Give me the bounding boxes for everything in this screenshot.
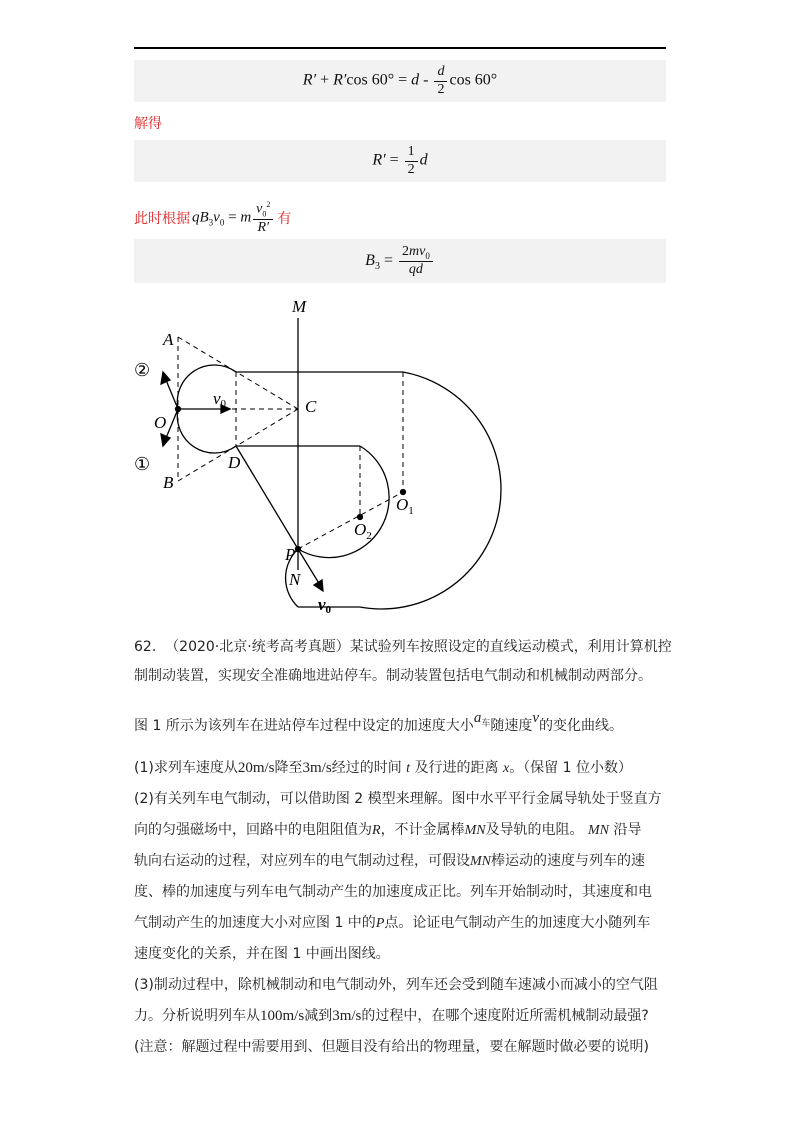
problem-source: （2020·北京·统考高考真题）: [165, 639, 350, 655]
question-2-line-3: 轨向右运动的过程，对应列车的电气制动过程，可假设MN棒运动的速度与列车的速: [134, 853, 645, 869]
question-2-line-4: 度、棒的加速度与列车电气制动产生的加速度成正比。列车开始制动时，其速度和电: [134, 884, 652, 900]
question-1: (1)求列车速度从20m/s降至3m/s经过的时间 t 及行进的距离 x。（保留 1 位小数）: [134, 760, 632, 776]
question-2-line-2: 向的匀强磁场中，回路中的电阻阻值为R，不计金属棒MN及导轨的电阻。 MN 沿导: [134, 822, 642, 838]
problem-intro-1: 某试验列车按照设定的直线运动模式，利用计算机控: [349, 639, 672, 655]
dash-po1: [298, 492, 403, 549]
small-arc: [298, 446, 389, 558]
label-n: N: [289, 570, 301, 589]
point-p: [296, 547, 301, 552]
label-d: D: [228, 453, 241, 472]
label-c: C: [305, 397, 317, 416]
question-2-line-1: (2)有关列车电气制动，可以借助图 2 模型来理解。图中水平平行金属导轨处于竖直方: [134, 791, 662, 807]
solve-label: 解得: [134, 116, 162, 132]
point-o: [176, 407, 181, 412]
large-arc: [360, 372, 501, 609]
fig-line-c: 的变化曲线。: [539, 718, 623, 734]
fig-line-a: 图 1 所示为该列车在进站停车过程中设定的加速度大小: [134, 718, 474, 734]
condition-suffix: 有: [277, 210, 292, 227]
symbol-v: v: [532, 710, 539, 726]
condition-formula: $qB_3v_0 = m$ $\frac{v_0^2}{R'}$: [192, 200, 275, 236]
problem-number: 62.: [134, 639, 157, 655]
label-o1: $O_1$: [396, 495, 414, 517]
fig-line-b: 随速度: [490, 718, 533, 734]
question-2-line-6: 速度变化的关系，并在图 1 中画出图线。: [134, 946, 390, 962]
label-b: B: [163, 473, 174, 492]
question-3-line-3: (注意：解题过程中需要用到、但题目没有给出的物理量，要在解题时做必要的说明): [134, 1039, 649, 1055]
figure-description-line: [134, 710, 674, 741]
point-o2: [358, 515, 363, 520]
arrow-1: [161, 434, 170, 446]
label-a: A: [163, 330, 174, 349]
label-o2: $O_2$: [354, 520, 372, 542]
label-p: P: [285, 545, 296, 564]
label-m: M: [292, 297, 307, 316]
arrow-2: [161, 372, 170, 384]
arrow-v0-bottom: [314, 580, 323, 591]
equation-1: R′ + R′cos 60° = d - $\frac{d}{2}$ cos 60°: [302, 64, 498, 97]
symbol-a: $a_车$: [473, 710, 491, 728]
equation-2: R′ = $\frac{1}{2}$ d: [372, 144, 428, 177]
condition-prefix: 此时根据: [134, 210, 190, 227]
line-dp: [236, 446, 298, 549]
problem-line-1: [134, 637, 674, 657]
equation-3: $B_3$ = $\frac{2mv_0}{qd}$: [365, 244, 435, 278]
label-v0-top: v0: [213, 389, 227, 410]
question-3-line-2: 力。分析说明列车从100m/s减到3m/s的过程中，在哪个速度附近所需机械制动最强?: [134, 1008, 649, 1024]
label-v0-bottom: v0: [318, 595, 332, 616]
question-2-line-5: 气制动产生的加速度大小对应图 1 中的P点。论证电气制动产生的加速度大小随列车: [134, 915, 651, 931]
point-o1: [401, 490, 406, 495]
label-o: O: [154, 413, 167, 432]
label-mark-1: ①: [134, 454, 151, 474]
question-3-line-1: (3)制动过程中，除机械制动和电气制动外，列车还会受到随车速减小而减小的空气阻: [134, 977, 658, 993]
problem-line-2: 制制动装置，实现安全准确地进站停车。制动装置包括电气制动和机械制动两部分。: [134, 668, 652, 684]
dash-ac: [178, 337, 298, 409]
label-mark-2: ②: [134, 360, 151, 380]
